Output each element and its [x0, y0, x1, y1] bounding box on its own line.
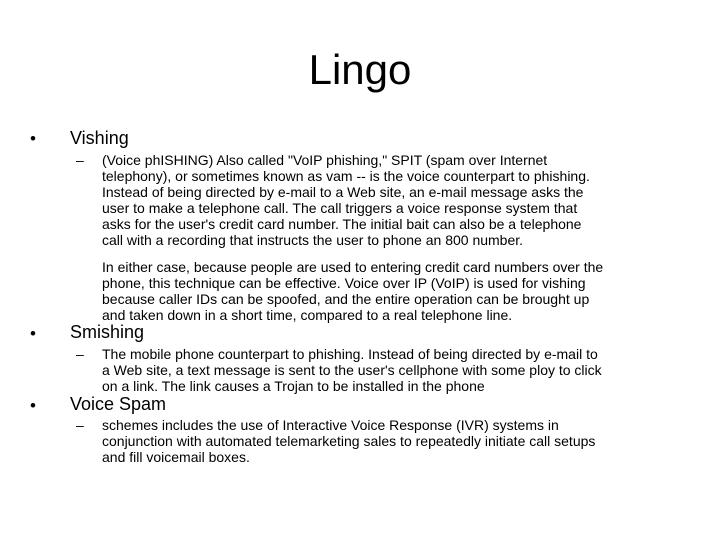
- vishing-definition: (Voice phISHING) Also called "VoIP phishing," SPIT (spam over Internet telephony), or sometimes known as vam -- is the voice counterpart to phishing. Instead of being directed by e-mail to a Web site, an e-mail message asks the user to make a telephone call. The call triggers a voice response system that asks for the user's credit card number. The initial bait can also be a telephone call with a recording that instructs the user to phone an 800 number.: [102, 152, 590, 248]
- dash-voice-spam: –: [76, 417, 84, 433]
- bullet-smishing: •: [30, 324, 36, 343]
- bullet-vishing: •: [30, 129, 36, 148]
- heading-vishing: Vishing: [70, 128, 129, 148]
- voice-spam-definition: schemes includes the use of Interactive Voice Response (IVR) systems in conjunction with automated telemarketing sales to repeatedly initiate call setups and fill voicemail boxes.: [102, 417, 596, 465]
- dash-smishing: –: [76, 346, 84, 362]
- heading-voice-spam: Voice Spam: [70, 394, 167, 414]
- bullet-voice-spam: •: [30, 396, 36, 415]
- heading-smishing: Smishing: [70, 322, 145, 342]
- slide-title: Lingo: [308, 46, 412, 93]
- vishing-continuation: In either case, because people are used to entering credit card numbers over the phone, this technique can be effective. Voice over IP (VoIP) is used for vishing because caller IDs can be spoofed, and the entire operation can be brought up and taken down in a short time, compared to a real telephone line.: [102, 259, 604, 323]
- smishing-definition: The mobile phone counterpart to phishing. Instead of being directed by e-mail to a Web site, a text message is sent to the user's cellphone with some ploy to click on a link. The link causes a Trojan to be installed in the phone: [102, 346, 602, 394]
- dash-vishing: –: [76, 152, 84, 168]
